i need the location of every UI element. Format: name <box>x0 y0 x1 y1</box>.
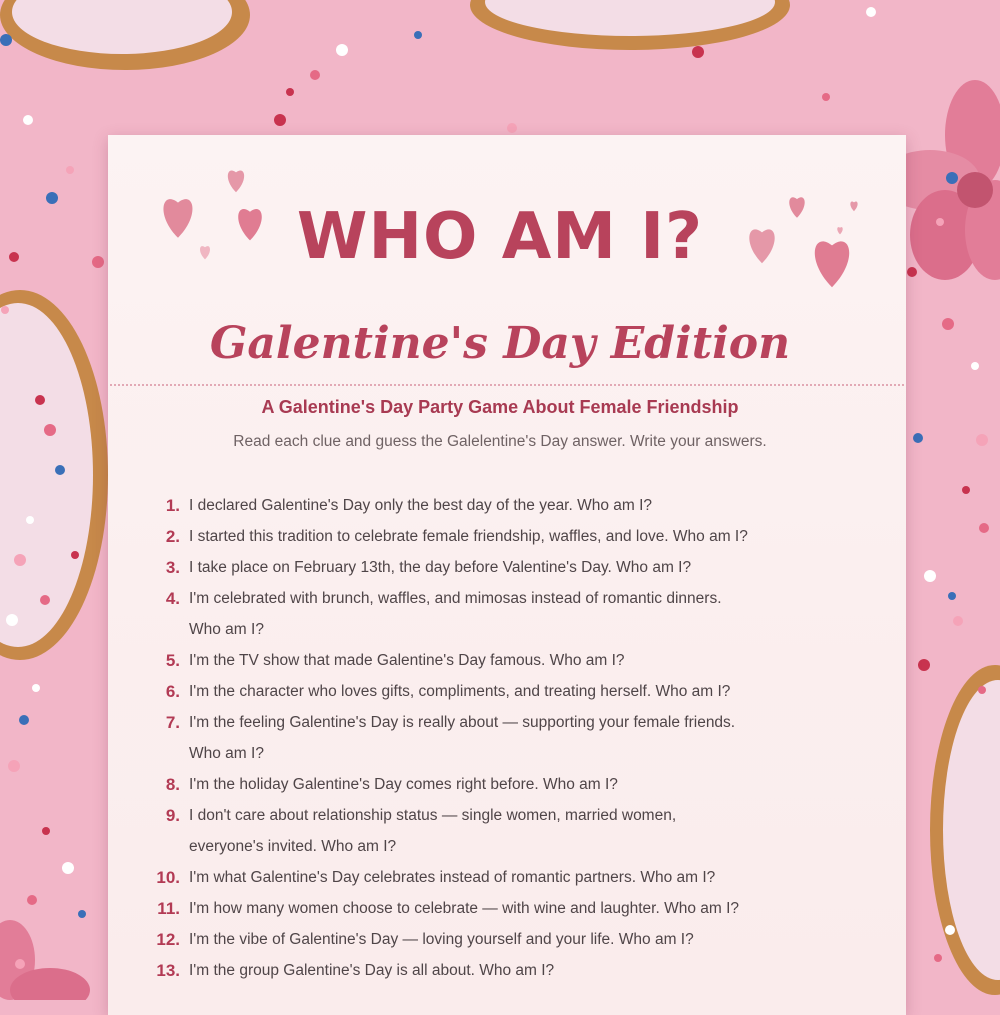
clue-number: 4. <box>165 589 180 608</box>
clue-text: I'm celebrated with brunch, waffles, and mimosas instead of romantic dinners. <box>189 590 722 607</box>
clue-number: 3. <box>165 558 180 577</box>
page-subtitle: Galentine's Day Edition <box>209 318 791 369</box>
clue-number: 2. <box>165 527 180 546</box>
clue-number: 7. <box>165 713 180 732</box>
instructions: Read each clue and guess the Galelentine's Day answer. Write your answers. <box>233 433 767 450</box>
clue-number: 6. <box>165 682 180 701</box>
clue-text: I'm the group Galentine's Day is all about. Who am I? <box>189 962 555 979</box>
clue-text: I'm what Galentine's Day celebrates instead of romantic partners. Who am I? <box>189 869 716 886</box>
clue-number: 1. <box>165 496 180 515</box>
clue-text: everyone's invited. Who am I? <box>189 838 397 855</box>
clue-number: 5. <box>165 651 180 670</box>
clue-number: 10. <box>156 868 180 887</box>
clue-text: Who am I? <box>189 745 264 762</box>
clue-text: I declared Galentine's Day only the best day of the year. Who am I? <box>189 497 653 514</box>
clue-number: 12. <box>156 930 180 949</box>
clue-text: I don't care about relationship status — single women, married women, <box>189 807 677 824</box>
clue-text: I'm the TV show that made Galentine's Day famous. Who am I? <box>189 652 625 669</box>
clue-text: I started this tradition to celebrate female friendship, waffles, and love. Who am I? <box>189 528 748 545</box>
tagline: A Galentine's Day Party Game About Female Friendship <box>261 397 739 417</box>
clue-text: I'm the holiday Galentine's Day comes right before. Who am I? <box>189 776 618 793</box>
clue-text: I'm the vibe of Galentine's Day — loving yourself and your life. Who am I? <box>189 931 694 948</box>
clue-number: 9. <box>165 806 180 825</box>
clue-number: 13. <box>156 961 180 980</box>
page-title: WHO AM I? <box>296 200 704 274</box>
clue-text: I take place on February 13th, the day before Valentine's Day. Who am I? <box>189 559 692 576</box>
clue-text: I'm how many women choose to celebrate — with wine and laughter. Who am I? <box>189 900 740 917</box>
clue-text: I'm the character who loves gifts, compliments, and treating herself. Who am I? <box>189 683 731 700</box>
dotted-divider <box>110 384 904 386</box>
clue-text: Who am I? <box>189 621 264 638</box>
clue-text: I'm the feeling Galentine's Day is really about — supporting your female friends. <box>189 714 736 731</box>
clue-number: 8. <box>165 775 180 794</box>
clue-number: 11. <box>157 899 180 918</box>
heart-icon <box>228 170 244 192</box>
